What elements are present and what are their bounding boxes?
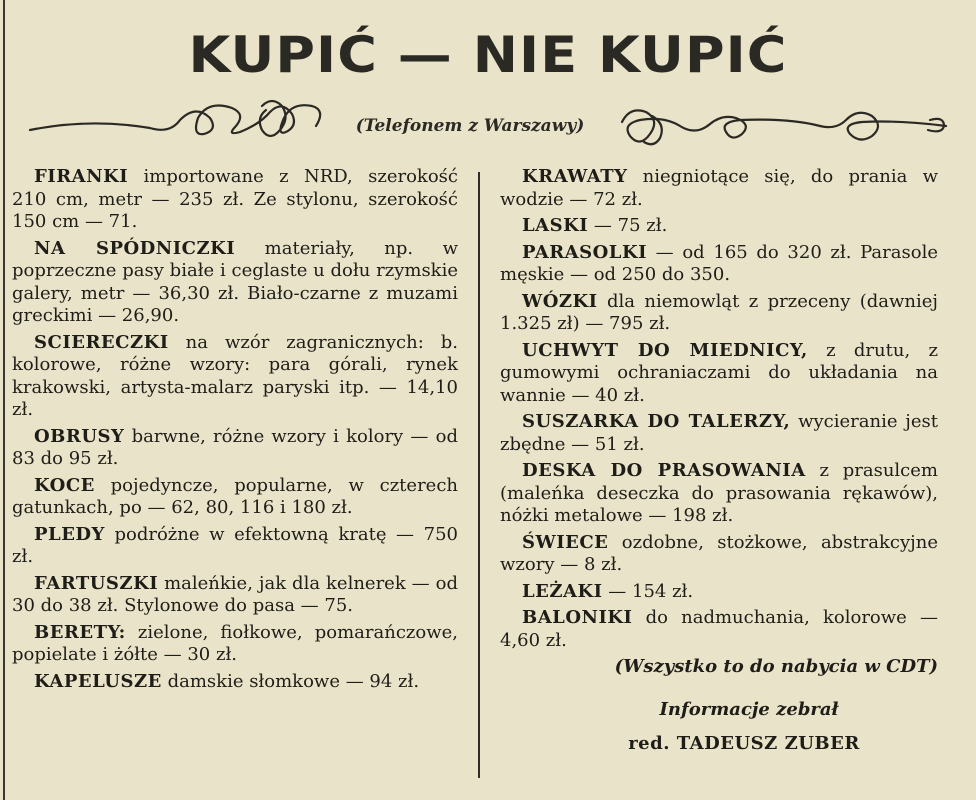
list-item: FARTUSZKI maleńkie, jak dla kelnerek — od 30 do 38 zł. Stylonowe do pasa — 75. bbox=[12, 572, 458, 616]
list-item: KRAWATY niegniotące się, do prania w wodzie — 72 zł. bbox=[500, 166, 938, 210]
list-item: BALONIKI do nadmuchania, kolorowe — 4,60 zł. bbox=[500, 607, 938, 651]
left-column bbox=[12, 166, 458, 697]
list-item: LASKI — 75 zł. bbox=[522, 215, 668, 236]
list-item: KOCE pojedyncze, popularne, w czterech gatunkach, po — 62, 80, 116 i 180 zł. bbox=[12, 474, 458, 518]
flourish-right-line bbox=[622, 110, 946, 141]
author-credit: red. TADEUSZ ZUBER bbox=[628, 733, 860, 754]
list-item: NA SPÓDNICZKI materiały, np. w poprzeczne pasy białe i ceglaste u dołu rzymskie galery, metr — 36,30 zł. Biało-czarne z muzami greckimi — 26,90. bbox=[12, 237, 458, 326]
availability-note: (Wszystko to do nabycia w CDT) bbox=[614, 656, 938, 677]
list-item: PLEDY podróżne w efektowną kratę — 750 zł. bbox=[12, 523, 458, 567]
headline: KUPIĆ — NIE KUPIĆ bbox=[188, 26, 788, 84]
list-item: WÓZKI dla niemowląt z przeceny (dawniej 1.325 zł) — 795 zł. bbox=[500, 290, 938, 334]
list-item: SUSZARKA DO TALERZY, wycieranie jest zbędne — 51 zł. bbox=[500, 411, 938, 455]
list-item: ŚWIECE ozdobne, stożkowe, abstrakcyjne wzory — 8 zł. bbox=[500, 531, 938, 575]
list-item: BERETY: zielone, fiołkowe, pomarańczowe, popielate i żółte — 30 zł. bbox=[12, 621, 458, 665]
list-item: SCIERECZKI na wzór zagranicznych: b. kolorowe, różne wzory: para górali, rynek krakowski, artysta-malarz paryski itp. — 14,10 zł. bbox=[12, 331, 458, 420]
list-item: LEŻAKI — 154 zł. bbox=[522, 580, 694, 602]
flourish-left-line bbox=[30, 105, 320, 134]
right-column bbox=[500, 166, 938, 756]
list-item: OBRUSY barwne, różne wzory i kolory — od 83 do 95 zł. bbox=[12, 425, 458, 469]
list-item: PARASOLKI — od 165 do 320 zł. Parasole męskie — od 250 do 350. bbox=[500, 241, 938, 285]
list-item: KAPELUSZE damskie słomkowe — 94 zł. bbox=[34, 670, 420, 692]
column-divider bbox=[478, 172, 480, 778]
list-item: UCHWYT DO MIEDNICY, z drutu, z gumowymi ochraniaczami do układania na wannie — 40 zł. bbox=[500, 339, 938, 406]
subtitle: (Telefonem z Warszawy) bbox=[355, 116, 585, 136]
credit-line: Informacje zebrał bbox=[659, 698, 839, 720]
list-item: FIRANKI importowane z NRD, szerokość 210 cm, metr — 235 zł. Ze stylonu, szerokość 150 cm — 71. bbox=[12, 166, 458, 232]
list-item: DESKA DO PRASOWANIA z prasulcem (maleńka deseczka do prasowania rękawów), nóżki metalowe — 198 zł. bbox=[500, 460, 938, 526]
